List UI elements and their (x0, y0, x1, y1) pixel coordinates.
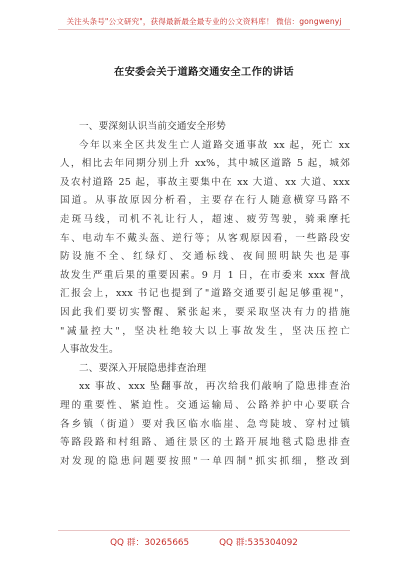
paragraph-line: 人事故发生。 (60, 344, 119, 356)
promo-banner: 关注头条号"公文研究"，获得最新最全最专业的公文资料库！ 微信：gongwenyj (66, 17, 342, 26)
qq-group-2: QQ 群:535304092 (219, 538, 298, 548)
paragraph-line: 因此我们要切实警醒、紧张起来，要采取坚决有力的措施 (60, 306, 350, 318)
paragraph-line: "减量控大"，坚决杜绝较大以上事故发生，坚决压控亡 (60, 325, 350, 337)
paragraph-line: 理的重要性、紧迫性。交通运输局、公路养护中心要联合 (60, 399, 350, 411)
document-title: 在安委会关于道路交通安全工作的讲话 (114, 66, 294, 78)
paragraph-line: 国道。从事故原因分析看，主要存在行人随意横穿马路不 (60, 195, 350, 207)
paragraph-line: 车、电动车不戴头盔、逆行等；从客观原因看，一些路段安 (60, 232, 350, 244)
header-divider (58, 29, 350, 30)
paragraph-line: 走斑马线，司机不礼让行人，超速、疲劳驾驶，骑乘摩托 (60, 213, 350, 225)
paragraph-line: 各乡镇（街道）要对我区临水临崖、急弯陡坡、穿村过镇 (60, 418, 350, 430)
footer-contacts (0, 535, 408, 548)
paragraph-line: 故发生严重后果的重要因素。9 月 1 日，在市委来 xxx 督战 (60, 269, 350, 281)
paragraph-line: 等路段路和村组路、通往景区的土路开展地毯式隐患排查 (60, 437, 350, 449)
paragraph-line: xx 事故、xxx 坠翻事故，再次给我们敲响了隐患排查治 (79, 381, 350, 393)
paragraph-line: 汇报会上，xxx 书记也提到了"道路交通要引起足够重视"， (60, 288, 350, 300)
paragraph-line: 防设施不全、红绿灯、交通标线、夜间照明缺失也是事 (60, 251, 350, 263)
paragraph-line: 今年以来全区共发生亡人道路交通事故 xx 起，死亡 xx (79, 139, 350, 151)
paragraph-line: 对发现的隐患问题要按照"一单四制"抓实抓细，整改到 (60, 455, 350, 467)
paragraph-line: 及农村道路 25 起，事故主要集中在 xx 大道、xx 大道、xxx (60, 176, 350, 188)
paragraph-line: 人，相比去年同期分别上升 xx%，其中城区道路 5 起，城郊 (60, 158, 350, 170)
section-heading: 二、要深入开展隐患排查治理 (79, 362, 207, 374)
footer-divider (58, 530, 350, 531)
qq-group-1: QQ 群：30265665 (110, 538, 190, 548)
section-heading: 一、要深刻认识当前交通安全形势 (79, 121, 226, 132)
document-body (60, 118, 350, 471)
